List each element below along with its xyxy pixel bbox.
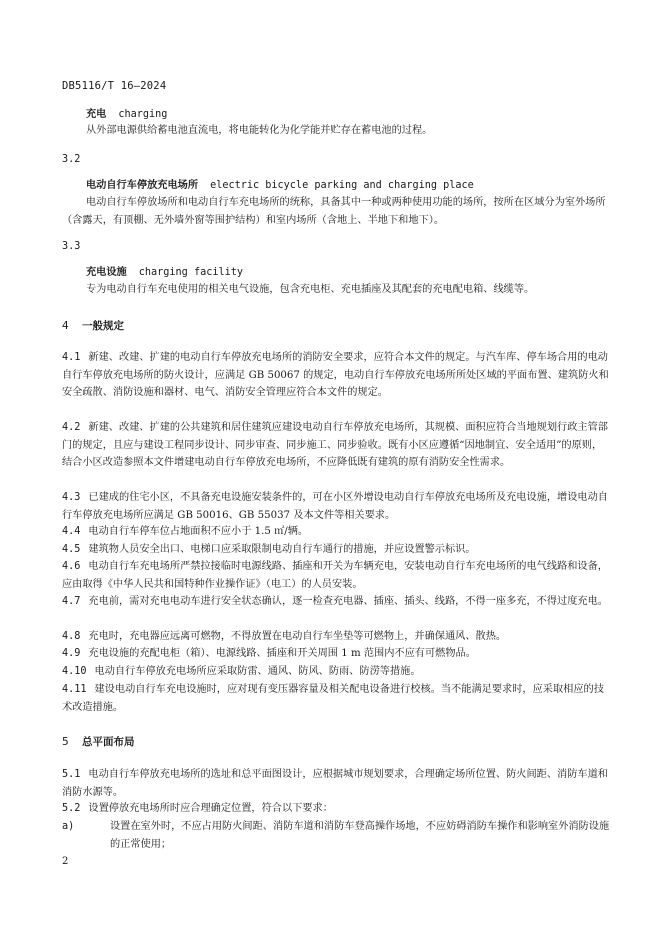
clause-number: 4.8 bbox=[62, 631, 81, 642]
section-heading-4 bbox=[62, 318, 124, 333]
term-en: charging facility bbox=[138, 267, 244, 278]
term-definition: 电动自行车停放场所和电动自行车充电场所的统称，具备其中一种或两种使用功能的场所，按所在区域分为室外场所（含露天，有顶棚、无外墙外窗等围护结构）和室内场所（含地上、半地下和地下）。 bbox=[62, 197, 606, 227]
term-en: charging bbox=[118, 109, 168, 120]
clause-4-10 bbox=[62, 663, 610, 681]
clause-4-9 bbox=[62, 645, 610, 663]
list-item-a bbox=[62, 818, 610, 853]
clause-4-1 bbox=[62, 349, 610, 402]
section-number: 5 bbox=[62, 736, 69, 748]
clause-text: 新建、改建、扩建的公共建筑和居住建筑应建设电动自行车停放充电场所，其规模、面积应符合当地规划行政主管部门的规定，且应与建设工程同步设计、同步审查、同步施工、同步验收。既有小区应遵循“因地制宜、安全适用”的原则，结合小区改造参照本文件增建电动自行车停放充电场所，不应降低既有建筑的原有消防安全性需求。 bbox=[62, 422, 608, 469]
clause-4-3 bbox=[62, 489, 610, 524]
clause-4-5 bbox=[62, 541, 610, 559]
clause-4-8 bbox=[62, 628, 610, 646]
term-definition: 从外部电源供给蓄电池直流电，将电能转化为化学能并贮存在蓄电池的过程。 bbox=[86, 125, 433, 136]
clause-text: 电动自行车停车位占地面积不应小于 1.5 ㎡/辆。 bbox=[88, 526, 309, 537]
term-charging-facility bbox=[86, 264, 606, 282]
clause-number: 4.3 bbox=[62, 492, 81, 503]
clause-4-2 bbox=[62, 419, 610, 472]
clause-4-7 bbox=[62, 593, 610, 611]
term-zh: 电动自行车停放充电场所 bbox=[86, 180, 199, 191]
clause-number: 4.2 bbox=[62, 422, 81, 433]
page-number: 2 bbox=[62, 856, 69, 867]
clause-number: 4.11 bbox=[62, 684, 87, 695]
clause-4-6 bbox=[62, 558, 610, 593]
clause-number: 5.1 bbox=[62, 769, 81, 780]
clause-text: 建设电动自行车充电设施时，应对现有变压器容量及相关配电设备进行校核。当不能满足要求时，应采取相应的技术改造措施。 bbox=[62, 684, 604, 713]
clause-text: 充电设施的充配电柜（箱）、电源线路、插座和开关周围 1 m 范围内不应有可燃物品。 bbox=[88, 648, 476, 659]
clause-text: 充电时，充电器应远离可燃物，不得放置在电动自行车坐垫等可燃物上，并确保通风、散热。 bbox=[88, 631, 507, 642]
clause-number: 4.7 bbox=[62, 596, 81, 607]
clause-4-4 bbox=[62, 523, 610, 541]
list-label: a) bbox=[62, 821, 75, 832]
clause-number: 3.3 bbox=[62, 241, 81, 252]
clause-text: 建筑物人员安全出口、电梯口应采取限制电动自行车通行的措施，并应设置警示标识。 bbox=[88, 544, 476, 555]
section-heading-5 bbox=[62, 734, 135, 749]
clause-text: 电动自行车停放充电场所应采取防雷、通风、防风、防雨、防涝等措施。 bbox=[94, 666, 421, 677]
clause-number: 4.9 bbox=[62, 648, 81, 659]
term-parking-place bbox=[86, 177, 606, 195]
section-title: 总平面布局 bbox=[82, 736, 135, 748]
section-title: 一般规定 bbox=[82, 320, 124, 332]
clause-number: 4.10 bbox=[62, 666, 87, 677]
term-en: electric bicycle parking and charging place bbox=[210, 180, 474, 191]
term-definition: 专为电动自行车充电使用的相关电气设施，包含充电柜、充电插座及其配套的充电配电箱、线缆等。 bbox=[86, 284, 535, 295]
term-zh: 充电 bbox=[86, 109, 107, 120]
clause-text: 设置停放充电场所时应合理确定位置，符合以下要求： bbox=[88, 803, 333, 814]
clause-text: 电动自行车充电场所严禁拉接临时电源线路、插座和开关为车辆充电，安装电动自行车充电场所的电气线路和设备，应由取得《中华人民共和国特种作业操作证》（电工）的人员安装。 bbox=[62, 561, 608, 590]
clause-5-2 bbox=[62, 800, 610, 818]
clause-4-11 bbox=[62, 681, 610, 716]
clause-5-1 bbox=[62, 766, 610, 801]
clause-number: 4.1 bbox=[62, 352, 81, 363]
clause-text: 电动自行车停放充电场所的选址和总平面图设计，应根据城市规划要求，合理确定场所位置、防火间距、消防车道和消防水源等。 bbox=[62, 769, 608, 798]
term-zh: 充电设施 bbox=[86, 267, 127, 278]
document-id: DB5116/T 16—2024 bbox=[62, 80, 167, 92]
clause-text: 充电前，需对充电电动车进行安全状态确认，逐一检查充电器、插座、插头、线路，不得一座多充，不得过度充电。 bbox=[88, 596, 608, 607]
clause-number: 4.6 bbox=[62, 561, 81, 572]
list-text: 设置在室外时，不应占用防火间距、消防车道和消防车登高操作场地，不应妨碍消防车操作和影响室外消防设施的正常使用； bbox=[110, 821, 610, 850]
clause-number: 5.2 bbox=[62, 803, 81, 814]
clause-text: 新建、改建、扩建的电动自行车停放充电场所的消防安全要求，应符合本文件的规定。与汽车库、停车场合用的电动自行车停放充电场所的防火设计，应满足 GB 50067 的规定，电动自行车停放充电场所所处区域的平面布置、建筑防火和安全疏散、消防设施和器材、电气、消防安全管理应符合本文件的规定。 bbox=[62, 352, 609, 399]
clause-number: 4.5 bbox=[62, 544, 81, 555]
clause-number: 4.4 bbox=[62, 526, 81, 537]
clause-number: 3.2 bbox=[62, 154, 81, 165]
clause-text: 已建成的住宅小区，不具备充电设施安装条件的，可在小区外增设电动自行车停放充电场所及充电设施，增设电动自行车停放充电场所应满足 GB 50016、GB 55037 及本文件等相关要求。 bbox=[62, 492, 608, 521]
section-number: 4 bbox=[62, 320, 69, 332]
